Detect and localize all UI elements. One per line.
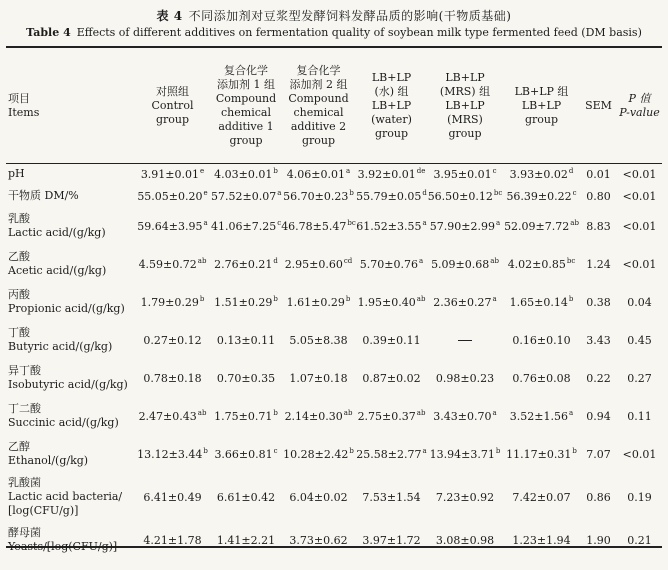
cell-value: 5.70±0.76	[359, 257, 418, 271]
significance-letter: b	[349, 188, 354, 197]
column-header-line: 对照组	[156, 84, 189, 98]
p-value-cell: 0.27	[627, 371, 652, 385]
table-cell	[503, 321, 580, 359]
caption-chinese-text: 不同添加剂对豆浆型发酵饲料发酵品质的影响(干物质基础)	[188, 9, 512, 23]
table-cell	[356, 207, 427, 245]
column-header-line: additive 1	[218, 119, 274, 133]
table-cell	[281, 283, 356, 321]
significance-letter: a	[422, 218, 427, 227]
column-header-line: P 值	[628, 91, 651, 105]
significance-letter: e	[200, 166, 205, 175]
missing-value	[458, 340, 472, 341]
table-header	[6, 48, 662, 163]
cell-value: 4.21±1.78	[143, 533, 202, 547]
row-item-line: 乙醇	[8, 440, 30, 453]
column-header-line: LB+LP	[445, 70, 485, 84]
table-cell	[134, 245, 211, 283]
table-body	[6, 163, 662, 559]
column-header-line: 复合化学	[224, 63, 268, 77]
cell-value: 25.58±2.77	[356, 447, 422, 461]
table-cell	[427, 283, 503, 321]
significance-letter: b	[568, 294, 574, 303]
table-row	[6, 163, 662, 185]
significance-letter: a	[496, 218, 501, 227]
table-cell	[427, 321, 503, 359]
table-cell	[211, 397, 281, 435]
column-header-line: group	[301, 133, 336, 147]
table-row	[6, 359, 662, 397]
cell-value: 4.03±0.01	[214, 167, 273, 181]
cell-value: 0.87±0.02	[362, 371, 421, 385]
data-table	[6, 48, 662, 559]
cell-value: 7.42±0.07	[512, 490, 571, 504]
significance-letter: d	[422, 188, 427, 197]
row-item-line: Lactic acid bacteria/	[8, 490, 123, 503]
significance-letter: ab	[490, 256, 499, 265]
significance-letter: de	[416, 166, 426, 175]
table-cell	[503, 245, 580, 283]
row-item-line: Ethanol/(g/kg)	[8, 454, 89, 467]
table-cell	[281, 435, 356, 473]
cell-value: 1.61±0.29	[286, 295, 345, 309]
significance-letter: b	[273, 294, 278, 303]
sem-cell: 1.90	[586, 533, 611, 547]
row-item-label	[6, 321, 134, 359]
cell-value: 1.51±0.29	[214, 295, 273, 309]
cell-value: 3.97±1.72	[362, 533, 421, 547]
significance-letter: c	[273, 446, 278, 455]
table-cell	[134, 283, 211, 321]
table-cell	[503, 521, 580, 559]
row-item-line: Isobutyric acid/(g/kg)	[8, 378, 128, 391]
column-header	[134, 48, 211, 163]
row-item-label	[6, 521, 134, 559]
table-cell	[134, 359, 211, 397]
sem-cell: 7.07	[586, 447, 611, 461]
caption-english	[0, 26, 668, 39]
table-cell	[281, 163, 356, 185]
sem-cell: 0.22	[586, 371, 611, 385]
significance-letter: a	[203, 218, 208, 227]
significance-letter: bc	[566, 256, 576, 265]
column-header-line: group	[374, 126, 409, 140]
significance-letter: b	[273, 166, 278, 175]
row-item-label	[6, 283, 134, 321]
caption-english-text: Effects of different additives on fermentation quality of soybean milk type fermented feed (DM basis)	[76, 26, 642, 39]
cell-value: 1.79±0.29	[140, 295, 199, 309]
cell-value: 2.76±0.21	[214, 257, 273, 271]
table-cell	[427, 521, 503, 559]
cell-value: 3.91±0.01	[140, 167, 200, 181]
cell-value: 57.90±2.99	[429, 219, 495, 233]
significance-letter: e	[203, 188, 208, 197]
table-cell	[356, 185, 427, 207]
row-item-label	[6, 435, 134, 473]
table-cell	[356, 359, 427, 397]
p-value-cell: <0.01	[622, 189, 657, 203]
table-cell	[503, 185, 580, 207]
table-cell	[503, 207, 580, 245]
cell-value: 52.09±7.72	[504, 219, 570, 233]
cell-value: 5.09±0.68	[431, 257, 490, 271]
cell-value: 0.98±0.23	[435, 371, 495, 385]
significance-letter: d	[273, 256, 278, 265]
cell-value: 59.64±3.95	[137, 219, 203, 233]
row-item-line: Succinic acid/(g/kg)	[8, 416, 119, 429]
significance-letter: ab	[416, 294, 426, 303]
table-cell	[503, 473, 580, 521]
table-cell	[427, 185, 503, 207]
table-cell	[503, 397, 580, 435]
significance-letter: cd	[343, 256, 353, 265]
cell-value: 11.17±0.31	[506, 447, 572, 461]
table-cell	[503, 163, 580, 185]
row-item-line: 异丁酸	[8, 364, 41, 377]
row-item-line: [log(CFU/g)]	[8, 504, 79, 517]
table-cell	[211, 435, 281, 473]
significance-letter: a	[277, 188, 282, 197]
column-header	[6, 48, 134, 163]
column-header-line: additive 2	[290, 119, 347, 133]
cell-value: 46.78±5.47	[281, 219, 347, 233]
significance-letter: c	[492, 166, 497, 175]
table-row	[6, 473, 662, 521]
table-row	[6, 397, 662, 435]
row-item-line: 乙酸	[8, 250, 30, 263]
column-header-line: group	[229, 133, 263, 147]
caption-chinese-label: 表 4	[156, 9, 183, 23]
column-header-line: chemical	[293, 105, 344, 119]
cell-value: 0.13±0.11	[216, 333, 276, 347]
cell-value: 6.41±0.49	[143, 490, 202, 504]
p-value-cell: 0.45	[627, 333, 652, 347]
table-cell	[356, 163, 427, 185]
row-item-label	[6, 163, 134, 185]
significance-letter: b	[203, 446, 208, 455]
cell-value: 2.14±0.30	[284, 409, 343, 423]
cell-value: 0.76±0.08	[512, 371, 571, 385]
column-header-line: Compound	[288, 91, 349, 105]
significance-letter: ab	[197, 256, 207, 265]
cell-value: 57.52±0.07	[211, 189, 277, 203]
caption-english-label: Table 4	[26, 26, 71, 39]
column-header-line: LB+LP	[371, 70, 412, 84]
cell-value: 7.23±0.92	[435, 490, 495, 504]
row-item-line: 乳酸	[8, 212, 30, 225]
cell-value: 0.39±0.11	[362, 333, 421, 347]
caption-chinese	[0, 7, 668, 24]
significance-letter: a	[419, 256, 424, 265]
sem-cell: 0.94	[586, 409, 611, 423]
significance-letter: ab	[197, 408, 207, 417]
table-cell	[134, 435, 211, 473]
column-header-line: Compound	[215, 91, 277, 105]
sem-cell: 1.24	[586, 257, 611, 271]
table-cell	[281, 321, 356, 359]
table-cell	[356, 397, 427, 435]
table-cell	[427, 207, 503, 245]
row-item-label	[6, 207, 134, 245]
cell-value: 0.78±0.18	[143, 371, 202, 385]
table-cell	[503, 435, 580, 473]
cell-value: 3.73±0.62	[289, 533, 348, 547]
cell-value: 1.95±0.40	[357, 295, 416, 309]
table-cell	[134, 185, 211, 207]
table-cell	[134, 321, 211, 359]
table-cell	[427, 245, 503, 283]
cell-value: 5.05±8.38	[289, 333, 348, 347]
table-cell	[281, 397, 356, 435]
cell-value: 0.16±0.10	[512, 333, 571, 347]
table-cell	[356, 245, 427, 283]
row-item-line: Acetic acid/(g/kg)	[8, 264, 107, 277]
significance-letter: b	[572, 446, 577, 455]
cell-value: 13.94±3.71	[429, 447, 495, 461]
column-header-line: group	[448, 126, 482, 140]
table-cell	[356, 521, 427, 559]
cell-value: 3.93±0.02	[509, 167, 568, 181]
table-cell	[211, 245, 281, 283]
table-row	[6, 521, 662, 559]
row-item-line: 丁二酸	[8, 402, 41, 415]
table-cell	[356, 473, 427, 521]
cell-value: 61.52±3.55	[356, 219, 422, 233]
table-cell	[211, 359, 281, 397]
significance-letter: bc	[347, 218, 356, 227]
significance-letter: ab	[416, 408, 426, 417]
significance-letter: a	[492, 408, 497, 417]
column-header	[580, 48, 617, 163]
table-cell	[503, 359, 580, 397]
cell-value: 56.39±0.22	[506, 189, 572, 203]
table-row	[6, 435, 662, 473]
column-header	[617, 48, 662, 163]
cell-value: 55.79±0.05	[356, 189, 422, 203]
p-value-cell: 0.19	[627, 490, 652, 504]
column-header	[281, 48, 356, 163]
column-header-line: Items	[8, 105, 40, 119]
row-item-line: Butyric acid/(g/kg)	[8, 340, 113, 353]
table-cell	[211, 163, 281, 185]
cell-value: 1.41±2.21	[216, 533, 276, 547]
cell-value: 3.08±0.98	[435, 533, 495, 547]
table-cell	[134, 163, 211, 185]
column-header	[211, 48, 281, 163]
cell-value: 2.95±0.60	[284, 257, 343, 271]
cell-value: 4.02±0.85	[507, 257, 566, 271]
sem-cell: 0.38	[586, 295, 611, 309]
sem-cell: 0.86	[586, 490, 611, 504]
row-item-label	[6, 245, 134, 283]
column-header-line: (水) 组	[374, 84, 409, 98]
cell-value: 0.70±0.35	[216, 371, 276, 385]
table-cell	[211, 185, 281, 207]
p-value-cell: <0.01	[622, 447, 657, 461]
p-value-cell: <0.01	[622, 257, 657, 271]
cell-value: 3.43±0.70	[433, 409, 492, 423]
cell-value: 1.23±1.94	[512, 533, 571, 547]
significance-letter: ab	[570, 218, 579, 227]
table-cell	[427, 435, 503, 473]
table-cell	[281, 359, 356, 397]
cell-value: 1.07±0.18	[289, 371, 348, 385]
table-cell	[134, 397, 211, 435]
row-item-label	[6, 359, 134, 397]
table-row	[6, 321, 662, 359]
column-header-line: 项目	[8, 91, 30, 105]
table-cell	[427, 473, 503, 521]
table-cell	[211, 473, 281, 521]
significance-letter: b	[349, 446, 354, 455]
cell-value: 7.53±1.54	[362, 490, 421, 504]
significance-letter: bc	[493, 188, 503, 197]
table-row	[6, 185, 662, 207]
cell-value: 41.06±7.25	[211, 219, 277, 233]
column-header-line: LB+LP	[445, 98, 485, 112]
table-row	[6, 245, 662, 283]
table-cell	[211, 283, 281, 321]
p-value-cell: 0.11	[627, 409, 652, 423]
significance-letter: b	[495, 446, 501, 455]
column-header-line: (MRS) 组	[439, 84, 491, 98]
column-header-line: 复合化学	[296, 63, 341, 77]
table-cell	[427, 163, 503, 185]
column-header-line: LB+LP	[521, 98, 562, 112]
row-item-label	[6, 185, 134, 207]
row-item-line: Lactic acid/(g/kg)	[8, 226, 106, 239]
table-cell	[356, 283, 427, 321]
row-item-line: 丁酸	[8, 326, 30, 339]
table-cell	[134, 521, 211, 559]
table-cell	[503, 283, 580, 321]
cell-value: 4.06±0.01	[286, 167, 345, 181]
table-cell	[281, 245, 356, 283]
column-header	[503, 48, 580, 163]
column-header-line: (MRS)	[447, 112, 483, 126]
table-cell	[281, 185, 356, 207]
table-cell	[211, 321, 281, 359]
row-item-label	[6, 473, 134, 521]
row-item-line: 丙酸	[8, 288, 30, 301]
table-cell	[281, 473, 356, 521]
row-item-line: 干物质 DM/%	[8, 189, 79, 202]
column-header-line: group	[524, 112, 559, 126]
column-header	[427, 48, 503, 163]
p-value-cell: 0.04	[627, 295, 652, 309]
cell-value: 56.50±0.12	[427, 189, 493, 203]
significance-letter: b	[199, 294, 205, 303]
table-cell	[134, 473, 211, 521]
table-cell	[356, 321, 427, 359]
row-item-label	[6, 397, 134, 435]
cell-value: 3.66±0.81	[214, 447, 273, 461]
sem-cell: 0.80	[586, 189, 611, 203]
cell-value: 10.28±2.42	[283, 447, 349, 461]
column-header-line: P-value	[619, 105, 660, 119]
table-cell	[211, 207, 281, 245]
significance-letter: c	[572, 188, 577, 197]
table-cell	[356, 435, 427, 473]
table-row	[6, 207, 662, 245]
cell-value: 2.36±0.27	[433, 295, 492, 309]
significance-letter: b	[273, 408, 278, 417]
significance-letter: c	[277, 218, 282, 227]
significance-letter: a	[569, 408, 574, 417]
column-header-line: LB+LP	[371, 98, 412, 112]
cell-value: 3.95±0.01	[433, 167, 492, 181]
row-item-line: 乳酸菌	[8, 476, 41, 489]
p-value-cell: 0.21	[627, 533, 652, 547]
column-header	[356, 48, 427, 163]
significance-letter: d	[568, 166, 574, 175]
cell-value: 0.27±0.12	[143, 333, 202, 347]
cell-value: 2.75±0.37	[357, 409, 416, 423]
cell-value: 1.65±0.14	[509, 295, 568, 309]
sem-cell: 0.01	[586, 167, 611, 181]
column-header-line: LB+LP 组	[514, 84, 569, 98]
cell-value: 13.12±3.44	[137, 447, 203, 461]
row-item-line: 酵母菌	[8, 526, 41, 539]
significance-letter: ab	[343, 408, 353, 417]
table-cell	[211, 521, 281, 559]
table-cell	[427, 397, 503, 435]
column-header-line: 添加剂 2 组	[289, 77, 348, 91]
significance-letter: b	[345, 294, 351, 303]
cell-value: 3.92±0.01	[357, 167, 416, 181]
column-header-line: chemical	[221, 105, 271, 119]
column-header-line: group	[155, 112, 190, 126]
row-item-line: Propionic acid/(g/kg)	[8, 302, 125, 315]
column-header-line: Control	[151, 98, 194, 112]
column-header-line: 添加剂 1 组	[217, 77, 275, 91]
cell-value: 56.70±0.23	[283, 189, 349, 203]
row-item-line: pH	[8, 167, 25, 180]
significance-letter: a	[422, 446, 427, 455]
table-cell	[281, 521, 356, 559]
cell-value: 1.75±0.71	[214, 409, 273, 423]
table-row	[6, 283, 662, 321]
row-item-line: Yeasts/[log(CFU/g)]	[8, 540, 118, 553]
sem-cell: 8.83	[586, 219, 611, 233]
significance-letter: a	[492, 294, 497, 303]
column-header-line: SEM	[585, 98, 612, 112]
cell-value: 6.04±0.02	[289, 490, 348, 504]
cell-value: 6.61±0.42	[216, 490, 276, 504]
p-value-cell: <0.01	[622, 167, 657, 181]
sem-cell: 3.43	[586, 333, 611, 347]
table-cell	[281, 207, 356, 245]
column-header-line: (water)	[371, 112, 412, 126]
significance-letter: a	[346, 166, 351, 175]
cell-value: 2.47±0.43	[138, 409, 197, 423]
table-cell	[134, 207, 211, 245]
cell-value: 55.05±0.20	[137, 189, 203, 203]
table-cell	[427, 359, 503, 397]
cell-value: 3.52±1.56	[509, 409, 568, 423]
cell-value: 4.59±0.72	[138, 257, 197, 271]
p-value-cell: <0.01	[622, 219, 657, 233]
